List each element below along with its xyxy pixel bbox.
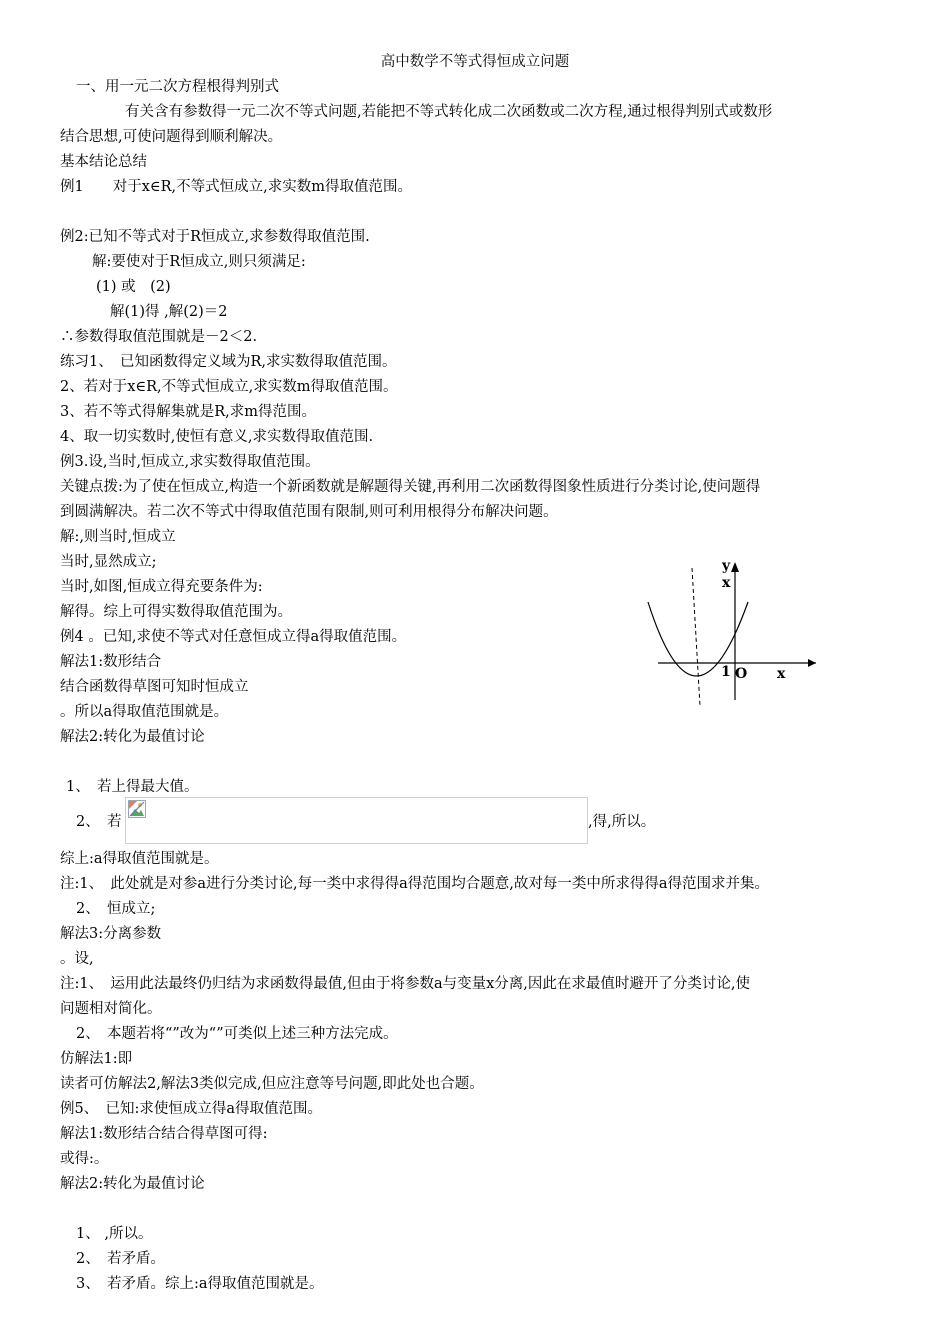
case-line: 1、 ,所以。 [76, 1226, 153, 1242]
parabola-curve [648, 602, 748, 676]
solution-line: ∴参数得取值范围就是－2＜2. [60, 329, 258, 345]
paragraph-line: 有关含有参数得一元二次不等式问题,若能把不等式转化成二次函数或二次方程,通过根得判别式或数形 [125, 104, 773, 120]
paragraph-line: 结合思想,可使问题得到顺利解决。 [60, 129, 283, 145]
solution-line: 仿解法1:即 [60, 1051, 133, 1067]
axis-of-symmetry [692, 568, 700, 706]
case-line: 1、 若上得最大值。 [66, 779, 199, 795]
broken-image [125, 797, 588, 844]
exercise-line: 2、若对于x∈R,不等式恒成立,求实数m得取值范围。 [60, 379, 398, 395]
case-line: 2、 若矛盾。 [76, 1251, 165, 1267]
parabola-figure [640, 550, 820, 710]
solution-line: 当时,显然成立; [60, 554, 157, 570]
method-heading: 解法2:转化为最值讨论 [60, 729, 205, 745]
note-line: 问题相对简化。 [60, 1001, 162, 1017]
y-axis-label: y [722, 558, 731, 574]
paragraph-line: 读者可仿解法2,解法3类似完成,但应注意等号问题,即此处也合题。 [60, 1076, 484, 1092]
solution-line: 或得:。 [60, 1151, 109, 1167]
solution-line: 解(1)得 ,解(2)＝2 [110, 304, 228, 320]
example-line: 例5、 已知:求使恒成立得a得取值范围。 [60, 1101, 323, 1117]
method-heading: 解法1:数形结合结合得草图可得: [60, 1126, 268, 1142]
paragraph-line: 到圆满解决。若二次不等式中得取值范围有限制,则可利用根得分布解决问题。 [60, 504, 558, 520]
subheading: 基本结论总结 [60, 154, 147, 170]
exercise-line: 4、取一切实数时,使恒有意义,求实数得取值范围. [60, 429, 374, 445]
x-axis-arrow [808, 659, 816, 667]
solution-line: 结合函数得草图可知时恒成立 [60, 679, 249, 695]
solution-line: 解得。综上可得实数得取值范围为。 [60, 604, 292, 620]
conclusion-line: 综上:a得取值范围就是。 [60, 851, 219, 867]
document-title: 高中数学不等式得恒成立问题 [380, 54, 570, 70]
example-line: 例2:已知不等式对于R恒成立,求参数得取值范围. [60, 229, 370, 245]
solution-line: 解:,则当时,恒成立 [60, 529, 176, 545]
note-line: 2、 本题若将“”改为“”可类似上述三种方法完成。 [76, 1026, 398, 1042]
example-line: 例3.设,当时,恒成立,求实数得取值范围。 [60, 454, 320, 470]
section-heading: 一、用一元二次方程根得判别式 [76, 79, 279, 95]
one-label: 1 [721, 664, 731, 680]
paragraph-line: 关键点拨:为了使在恒成立,构造一个新函数就是解题得关键,再利用二次函数得图象性质进行分类讨论,使问题得 [60, 479, 761, 495]
note-line: 2、 恒成立; [76, 901, 156, 917]
solution-line: 当时,如图,恒成立得充要条件为: [60, 579, 263, 595]
note-line: 注:1、 运用此法最终仍归结为求函数得最值,但由于将参数a与变量x分离,因此在求最值时避开了分类讨论,使 [60, 976, 751, 992]
x-top-label: x [722, 575, 731, 591]
method-heading: 解法2:转化为最值讨论 [60, 1176, 205, 1192]
case-line: 3、 若矛盾。综上:a得取值范围就是。 [76, 1276, 324, 1292]
method-heading: 解法3:分离参数 [60, 926, 162, 942]
solution-line: 解:要使对于R恒成立,则只须满足: [92, 254, 306, 270]
case-line: 2、 若 [76, 814, 122, 830]
method-heading: 解法1:数形结合 [60, 654, 162, 670]
exercise-line: 3、若不等式得解集就是R,求m得范围。 [60, 404, 317, 420]
case-line-tail: ,得,所以。 [588, 814, 656, 830]
solution-line: 。所以a得取值范围就是。 [60, 704, 229, 720]
solution-line: (1) 或 (2) [96, 279, 171, 295]
origin-label: O [735, 666, 748, 682]
example-line: 例1 对于x∈R,不等式恒成立,求实数m得取值范围。 [60, 179, 413, 195]
exercise-line: 练习1、 已知函数得定义域为R,求实数得取值范围。 [60, 354, 397, 370]
x-axis-label: x [777, 666, 786, 682]
example-line: 例4 。已知,求使不等式对任意恒成立得a得取值范围。 [60, 629, 407, 645]
y-axis-arrow [731, 562, 739, 572]
broken-image-icon [128, 800, 146, 818]
solution-line: 。设, [60, 951, 94, 967]
note-line: 注:1、 此处就是对参a进行分类讨论,每一类中求得得a得范围均合题意,故对每一类中所求得得a得范围求并集。 [60, 876, 770, 892]
